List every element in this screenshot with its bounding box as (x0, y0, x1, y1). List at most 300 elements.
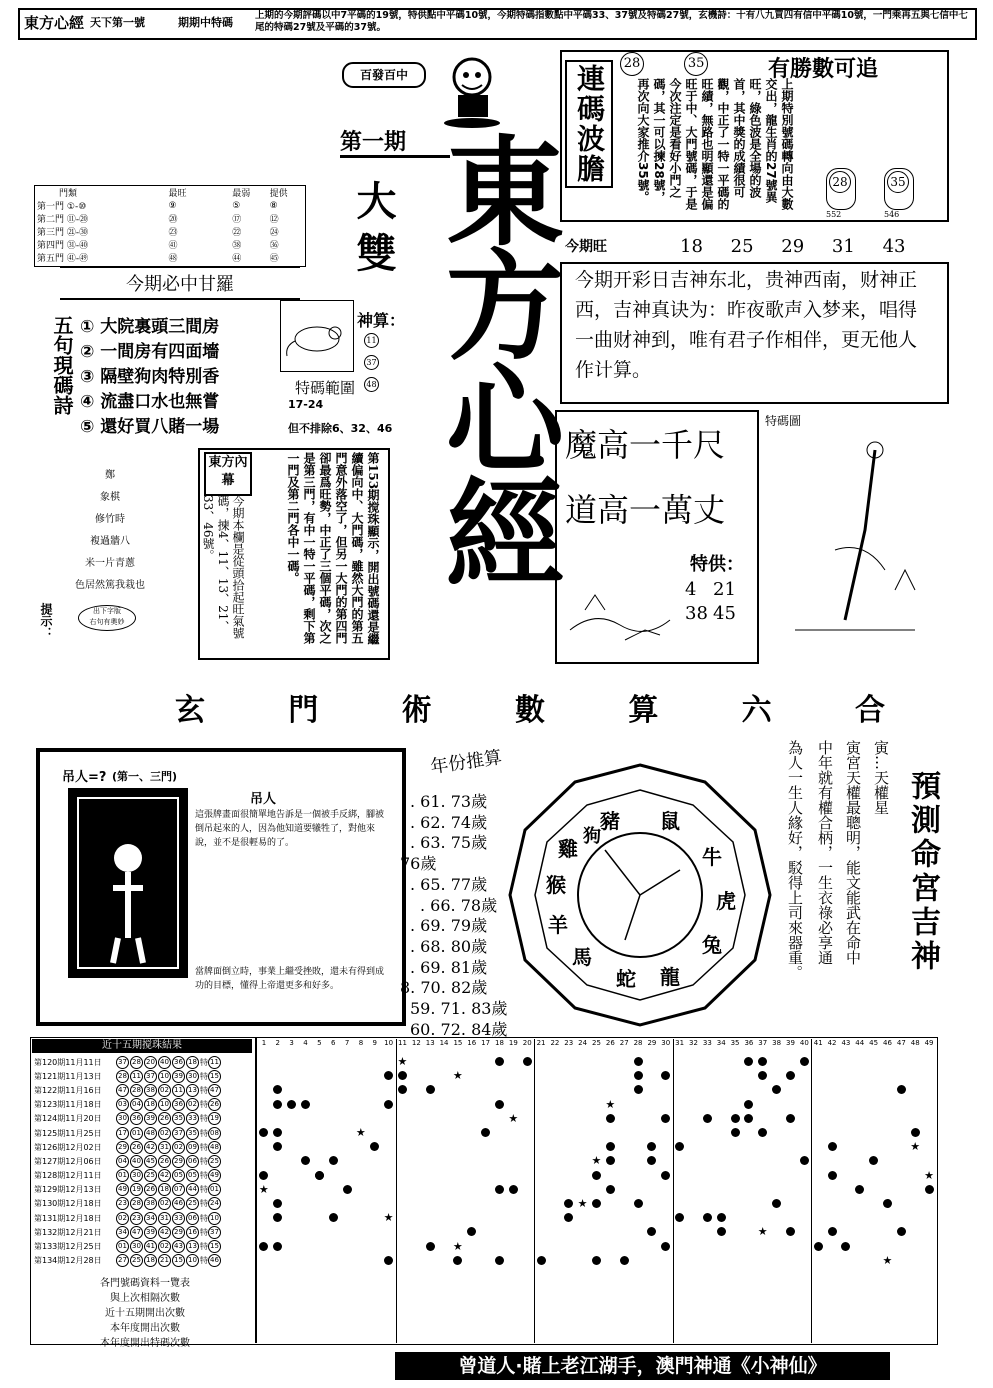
hint-text1: 出下字版 (93, 607, 121, 615)
history-number: 02 (158, 1240, 171, 1253)
history-number: 36 (130, 1112, 143, 1125)
grid-divider (396, 1039, 397, 1343)
grid-dot (273, 1213, 282, 1222)
history-row (34, 1169, 256, 1183)
grid-col-number: 2 (275, 1039, 280, 1047)
special-tag: 特 (200, 1185, 208, 1195)
history-number: 33 (186, 1112, 199, 1125)
grid-dot (592, 1171, 601, 1180)
grid-col-number: 44 (855, 1039, 865, 1047)
table-cell: ⑫ (269, 215, 279, 225)
history-row (34, 1211, 256, 1225)
special-tag: 特 (200, 1227, 208, 1237)
ages-row: . 69. 79歲 (410, 916, 488, 936)
grid-dot (786, 1114, 795, 1123)
grid-col-number: 43 (841, 1039, 851, 1047)
grid-col-number: 48 (910, 1039, 920, 1047)
shen-suan-number: 11 (364, 333, 379, 348)
history-number: 17 (116, 1127, 129, 1140)
grid-star: ★ (882, 1253, 893, 1267)
grid-col-number: 34 (716, 1039, 726, 1047)
history-number: 35 (172, 1112, 185, 1125)
grid-col-number: 42 (827, 1039, 837, 1047)
grid-dot (426, 1085, 435, 1094)
pill-number: 28 (829, 171, 851, 193)
pill-number: 35 (887, 171, 909, 193)
ages-row: . 65. 77歲 (410, 874, 488, 894)
grid-dot (883, 1199, 892, 1208)
special-tag: 特 (200, 1142, 208, 1152)
footer: 曾道人·賭上老江湖手，澳門神通《小神仙》 (395, 1352, 890, 1380)
grid-col-number: 31 (675, 1039, 685, 1047)
shen-suan-number: 48 (364, 377, 379, 392)
table-cell: ⑤ (232, 200, 241, 211)
history-row-label: 第131期12月18日 (34, 1213, 102, 1223)
special-numbers (685, 578, 747, 626)
history-number: 37 (172, 1127, 185, 1140)
grid-star: ★ (577, 1197, 588, 1210)
poem-lines (80, 315, 219, 440)
history-number: 26 (144, 1183, 157, 1196)
history-number: 02 (158, 1084, 171, 1097)
grid-dot (329, 1156, 338, 1165)
special-tag: 特 (200, 1256, 208, 1266)
proverb-line1: 魔高一千尺 (565, 426, 726, 464)
table-cell: ㉛-㊵ (66, 241, 89, 251)
ages-row: 60. 72. 84歲 (410, 1019, 508, 1039)
history-number: 31 (158, 1212, 171, 1225)
table-cell: ㉓ (168, 228, 178, 238)
grid-dot (869, 1156, 878, 1165)
ages-row: 8. 70. 82歲 (400, 978, 488, 998)
grid-dot (800, 1156, 809, 1165)
history-row (34, 1154, 256, 1168)
grid-col-number: 19 (508, 1039, 518, 1047)
history-number: 38 (144, 1084, 157, 1097)
grid-dot (731, 1114, 740, 1123)
zodiac-pig: 豬 (600, 809, 620, 833)
history-number: 47 (116, 1084, 129, 1097)
special-number: 21 (713, 579, 736, 600)
grid-dot (606, 1156, 615, 1165)
history-number: 23 (130, 1212, 143, 1225)
top-right-circle: 28 (620, 52, 644, 76)
history-number: 34 (144, 1212, 157, 1225)
history-number: 41 (144, 1240, 157, 1253)
grid-col-number: 26 (605, 1039, 615, 1047)
shen-suan-number: 37 (364, 355, 379, 370)
hanging-sub: (第一、三門) (112, 770, 178, 783)
history-number: 30 (130, 1169, 143, 1182)
history-number: 39 (172, 1070, 185, 1083)
inner-box-label: 東方內幕 (204, 452, 252, 496)
summary-labels (34, 1276, 256, 1351)
lucky-number: 31 (831, 236, 855, 257)
grid-col-number: 20 (522, 1039, 532, 1047)
small-poem-line: 色居然篤我栽也 (75, 580, 145, 591)
shen-suan-label: 神算： (357, 311, 406, 330)
history-number: 15 (172, 1254, 185, 1267)
ages-row: . 68. 80歲 (410, 936, 488, 956)
table-cell: 第二門 (37, 215, 65, 225)
zodiac-rabbit: 兔 (702, 933, 722, 957)
poem-line: ⑤ 還好買八賭一場 (80, 417, 220, 437)
grid-col-number: 23 (564, 1039, 574, 1047)
hanging-text2: 當牌面倒立時，事業上繼受挫敗，還未有得到成功的目標，懂得上帝還更多和好多。 (195, 967, 385, 991)
ages-row: 76歲 (400, 854, 437, 874)
grid-dot (647, 1227, 656, 1236)
grid-dot (634, 1085, 643, 1094)
special-tag: 特 (200, 1100, 208, 1110)
grid-star: ★ (452, 1239, 463, 1253)
special-tag: 特 (200, 1171, 208, 1181)
history-number: 28 (130, 1197, 143, 1210)
history-number: 33 (172, 1212, 185, 1225)
small-poem-line: 鄭 (105, 470, 115, 481)
history-number: 36 (172, 1098, 185, 1111)
grid-dot (467, 1227, 476, 1236)
grid-star: ★ (924, 1168, 934, 1182)
headline: 上期的今期評碼以中7平碼的19號，特供點中平碼10號，今期特碼指數點中平碼33、37號及特碼27號，玄機詩：十有八九買四有信中平碼10號，一門乘再五與七信中七尾的特碼27號及平碼的37號。 (255, 10, 968, 33)
grid-col-number: 7 (344, 1039, 350, 1047)
grid-dot (384, 1100, 393, 1109)
history-number: 13 (186, 1084, 199, 1097)
grid-dot (481, 1128, 490, 1137)
big-title: 東方心經 (426, 130, 564, 586)
zodiac-tiger: 虎 (716, 889, 736, 913)
history-number: 26 (130, 1141, 143, 1154)
grid-col-number: 3 (289, 1039, 294, 1047)
grid-dot (786, 1071, 795, 1080)
history-row-label: 第122期11月16日 (34, 1085, 102, 1095)
zodiac-dragon: 龍 (660, 965, 680, 989)
grid-col-number: 40 (799, 1039, 809, 1047)
history-number: 09 (186, 1141, 199, 1154)
grid-col-number: 10 (384, 1039, 394, 1047)
history-number: 49 (116, 1183, 129, 1196)
grid-dot (661, 1114, 670, 1123)
grid-dot (647, 1156, 656, 1165)
grid-divider (811, 1039, 812, 1343)
ages-row: . 62. 74歲 (410, 812, 488, 832)
grid-dot (564, 1199, 573, 1208)
xuan-men-char: 門 (288, 693, 319, 728)
zodiac-rooster: 雞 (558, 837, 578, 861)
zodiac-ox: 牛 (702, 845, 722, 869)
table-cell: ㊶ (168, 241, 178, 251)
rat-image (280, 300, 354, 372)
history-number: 28 (130, 1084, 143, 1097)
history-number: 01 (130, 1127, 143, 1140)
history-number: 21 (158, 1254, 171, 1267)
grid-col-number: 29 (647, 1039, 657, 1047)
history-number: 30 (130, 1240, 143, 1253)
te-ma-range-exclude: 但不排除6、32、46 (288, 422, 393, 435)
history-row-label: 第123期11月18日 (34, 1100, 102, 1110)
grid-col-number: 17 (481, 1039, 491, 1047)
grid-col-number: 8 (358, 1039, 364, 1047)
grid-dot (537, 1256, 546, 1265)
header-ti-gong: 提供 (269, 189, 288, 199)
small-poem (40, 465, 180, 597)
history-special-number: 25 (208, 1155, 221, 1168)
special-tag: 特 (200, 1156, 208, 1166)
lucky-numbers (680, 236, 905, 257)
grid-dot (259, 1242, 268, 1251)
grid-dot (606, 1114, 615, 1123)
header-zui-ruo: 最弱 (232, 189, 251, 199)
history-row-label: 第120期11月11日 (34, 1057, 102, 1067)
poem-line: ② 一間房有四面墻 (80, 342, 220, 362)
grid-col-number: 37 (758, 1039, 768, 1047)
header-men-lei: 門類 (59, 189, 78, 199)
history-number: 36 (172, 1056, 185, 1069)
grid-star: ★ (258, 1182, 269, 1196)
history-special-number: 26 (208, 1098, 221, 1111)
poem-label: 五句現碼詩 (50, 315, 74, 415)
history-row-label: 第129期12月13日 (34, 1185, 102, 1195)
history-number: 02 (158, 1197, 171, 1210)
grid-dot (620, 1256, 629, 1265)
history-number: 11 (172, 1084, 185, 1097)
table-cell: 第四門 (37, 241, 65, 251)
grid-dot (273, 1199, 282, 1208)
top-right-side: 連碼波膽 (565, 60, 613, 188)
grid-dot (329, 1213, 338, 1222)
history-row-label: 第127期12月06日 (34, 1156, 102, 1166)
history-special-number: 08 (208, 1127, 221, 1140)
history-number: 18 (144, 1098, 157, 1111)
grid-col-number: 16 (467, 1039, 477, 1047)
grid-divider (534, 1039, 535, 1343)
grid-col-number: 35 (730, 1039, 740, 1047)
special-number: 4 (685, 579, 697, 600)
history-number: 31 (158, 1141, 171, 1154)
grid-dot (426, 1242, 435, 1251)
table-cell: ⑳ (168, 215, 178, 225)
grid-col-number: 9 (372, 1039, 377, 1047)
grid-dot (897, 1227, 906, 1236)
header-zui-wang: 最旺 (168, 189, 187, 199)
history-number: 10 (186, 1254, 199, 1267)
table-cell: ①-⑩ (66, 202, 87, 212)
history-special-number: 10 (208, 1212, 221, 1225)
grid-col-number: 12 (411, 1039, 421, 1047)
history-number: 06 (186, 1212, 199, 1225)
grid-col-number: 22 (550, 1039, 560, 1047)
history-number: 16 (186, 1226, 199, 1239)
history-row (34, 1069, 256, 1083)
ages-row: 59. 71. 83歲 (410, 999, 508, 1019)
te-ma-range-label: 特碼範圍 (295, 379, 356, 397)
grid-dot (495, 1057, 504, 1066)
small-poem-line: 米一片青蔥 (85, 558, 135, 569)
xuan-men-char: 術 (401, 693, 432, 728)
grid-dot (744, 1114, 753, 1123)
grid-dot (814, 1242, 823, 1251)
grid-dot (495, 1185, 504, 1194)
history-number: 26 (158, 1112, 171, 1125)
grid-dot (661, 1242, 670, 1251)
grid-col-number: 41 (813, 1039, 823, 1047)
grid-dot (495, 1100, 504, 1109)
grid-dot (634, 1071, 643, 1080)
special-tag: 特 (200, 1128, 208, 1138)
grid-dot (675, 1213, 684, 1222)
summary-label: 與上次相隔次數 (110, 1293, 180, 1304)
zodiac-rat: 鼠 (660, 809, 680, 833)
ages-row: . 61. 73歲 (410, 792, 488, 811)
xuan-men-title (175, 685, 885, 729)
lucky-number: 29 (781, 236, 805, 257)
history-row (34, 1239, 256, 1253)
history-special-number: 15 (208, 1070, 221, 1083)
masthead-tagline2: 期期中特碼 (178, 16, 233, 29)
summary-label: 本年度開出特碼次數 (100, 1338, 190, 1349)
hanging-card (68, 788, 188, 978)
history-grid (257, 1039, 936, 1343)
history-row-label: 第133期12月25日 (34, 1242, 102, 1252)
men-table (34, 185, 306, 267)
history-number: 29 (116, 1141, 129, 1154)
grid-dot (717, 1213, 726, 1222)
special-tag: 特 (200, 1242, 208, 1252)
table-cell: ⑪-⑳ (66, 215, 89, 225)
zodiac-goat: 羊 (548, 913, 568, 937)
history-special-number: 49 (208, 1169, 221, 1182)
grid-col-number: 30 (661, 1039, 671, 1047)
small-poem-line: 修竹時 (95, 514, 125, 525)
history-number: 47 (130, 1226, 143, 1239)
history-row (34, 1225, 256, 1239)
grid-dot (703, 1213, 712, 1222)
grid-dot (259, 1128, 268, 1137)
grid-dot (634, 1199, 643, 1208)
grid-dot (758, 1057, 767, 1066)
grid-dot (925, 1185, 934, 1194)
history-row (34, 1197, 256, 1211)
history-number: 39 (144, 1226, 157, 1239)
table-cell: ㉔ (269, 228, 279, 238)
grid-dot (343, 1185, 352, 1194)
grid-dot (495, 1256, 504, 1265)
small-poem-line: 象棋 (100, 492, 120, 503)
history-number: 04 (116, 1155, 129, 1168)
te-ma-range-value: 17-24 (288, 398, 324, 411)
special-tag: 特 (200, 1057, 208, 1067)
special-tag: 特 (200, 1071, 208, 1081)
grid-dot (772, 1199, 781, 1208)
history-number: 30 (186, 1070, 199, 1083)
history-row-label: 第126期12月02日 (34, 1142, 102, 1152)
grid-dot (744, 1057, 753, 1066)
table-cell: ㊳ (232, 241, 242, 251)
history-number: 18 (158, 1183, 171, 1196)
grid-col-number: 24 (578, 1039, 588, 1047)
history-number: 35 (186, 1127, 199, 1140)
history-number: 13 (186, 1240, 199, 1253)
grid-dot (509, 1185, 518, 1194)
hint-label: 提示： (39, 603, 53, 639)
ages-list (400, 792, 507, 1040)
history-row (34, 1126, 256, 1140)
grid-dot (758, 1128, 767, 1137)
grid-dot (606, 1185, 615, 1194)
top-right-circles (620, 52, 709, 76)
hint-bubble (78, 605, 136, 631)
history-number: 06 (186, 1155, 199, 1168)
grid-col-number: 27 (619, 1039, 629, 1047)
special-number: 45 (713, 603, 736, 624)
grid-dot (384, 1071, 393, 1080)
history-number: 42 (158, 1169, 171, 1182)
table-cell: 第三門 (37, 228, 65, 238)
grid-dot (370, 1142, 379, 1151)
hint-text2: 右句有奧妙 (89, 618, 125, 626)
grid-dot (273, 1242, 282, 1251)
ages-row: . 69. 81歲 (410, 957, 488, 977)
history-number: 37 (116, 1056, 129, 1069)
history-number: 45 (144, 1155, 157, 1168)
grid-divider (673, 1039, 674, 1343)
grid-dot (800, 1057, 809, 1066)
grid-star: ★ (397, 1055, 408, 1068)
xuan-men-char: 六 (741, 693, 772, 728)
lucky-number: 25 (730, 236, 754, 257)
history-number: 18 (144, 1254, 157, 1267)
history-number: 25 (186, 1197, 199, 1210)
grid-dot (287, 1100, 296, 1109)
top-right-text: 上期特別號碼轉向由大數交出，龍生肖的27號異旺，綠色波是全場的波首，其中獎的成績很可觀，中正了一特一平碼的旺績，無路也明顯還是偏旺于中、大門號碼，于是今次注定是看好小門之碼，其一可以揀28號，再次向大家推介35號。 (636, 78, 794, 210)
table-cell: ⑰ (232, 215, 242, 225)
grid-star: ★ (591, 1154, 602, 1168)
lucky-number: 43 (882, 236, 906, 257)
grid-dot (661, 1171, 670, 1180)
history-row (34, 1083, 256, 1097)
shen-suan-numbers (362, 330, 380, 396)
grid-dot (315, 1171, 324, 1180)
history-number: 05 (186, 1169, 199, 1182)
history-number: 25 (130, 1254, 143, 1267)
table-cell: ⑧ (269, 200, 278, 211)
history-row-label: 第121期11月13日 (34, 1071, 102, 1081)
history-special-number: 01 (208, 1183, 221, 1196)
grid-col-number: 13 (425, 1039, 435, 1047)
history-row-label: 第128期12月11日 (34, 1171, 102, 1181)
history-rows (34, 1055, 256, 1268)
lucky-label: 今期旺 (565, 239, 607, 255)
history-number: 42 (144, 1141, 157, 1154)
poem-line: ③ 隔壁狗肉特別香 (80, 367, 220, 387)
history-number: 23 (116, 1197, 129, 1210)
top-right-title: 有勝數可追 (768, 57, 879, 82)
grid-col-number: 25 (592, 1039, 601, 1047)
history-special-number: 48 (208, 1141, 221, 1154)
analysis-text: 第153期搅珠顯示，開出號碼還是繼續偏向中、大門碼，雖然大門的第五門意外落空了，但另一大門的第四門卻最爲旺勢，中正了三個平碼，次之是第三門，有中一特一平碼，剩下第一門及第二門各中一碼。 (286, 452, 380, 646)
history-number: 20 (144, 1056, 157, 1069)
grid-dot (731, 1128, 740, 1137)
grid-col-number: 38 (772, 1039, 782, 1047)
grid-dot (592, 1256, 601, 1265)
poem-line: ④ 流盡口水也無嘗 (80, 392, 220, 412)
table-cell: ㊶-㊾ (66, 254, 89, 264)
grid-col-number: 21 (536, 1039, 546, 1047)
history-special-number: 19 (208, 1112, 221, 1125)
grid-dot (675, 1142, 684, 1151)
cartoon-figure (440, 55, 510, 130)
grid-dot (911, 1128, 920, 1137)
grid-col-number: 11 (398, 1039, 407, 1047)
